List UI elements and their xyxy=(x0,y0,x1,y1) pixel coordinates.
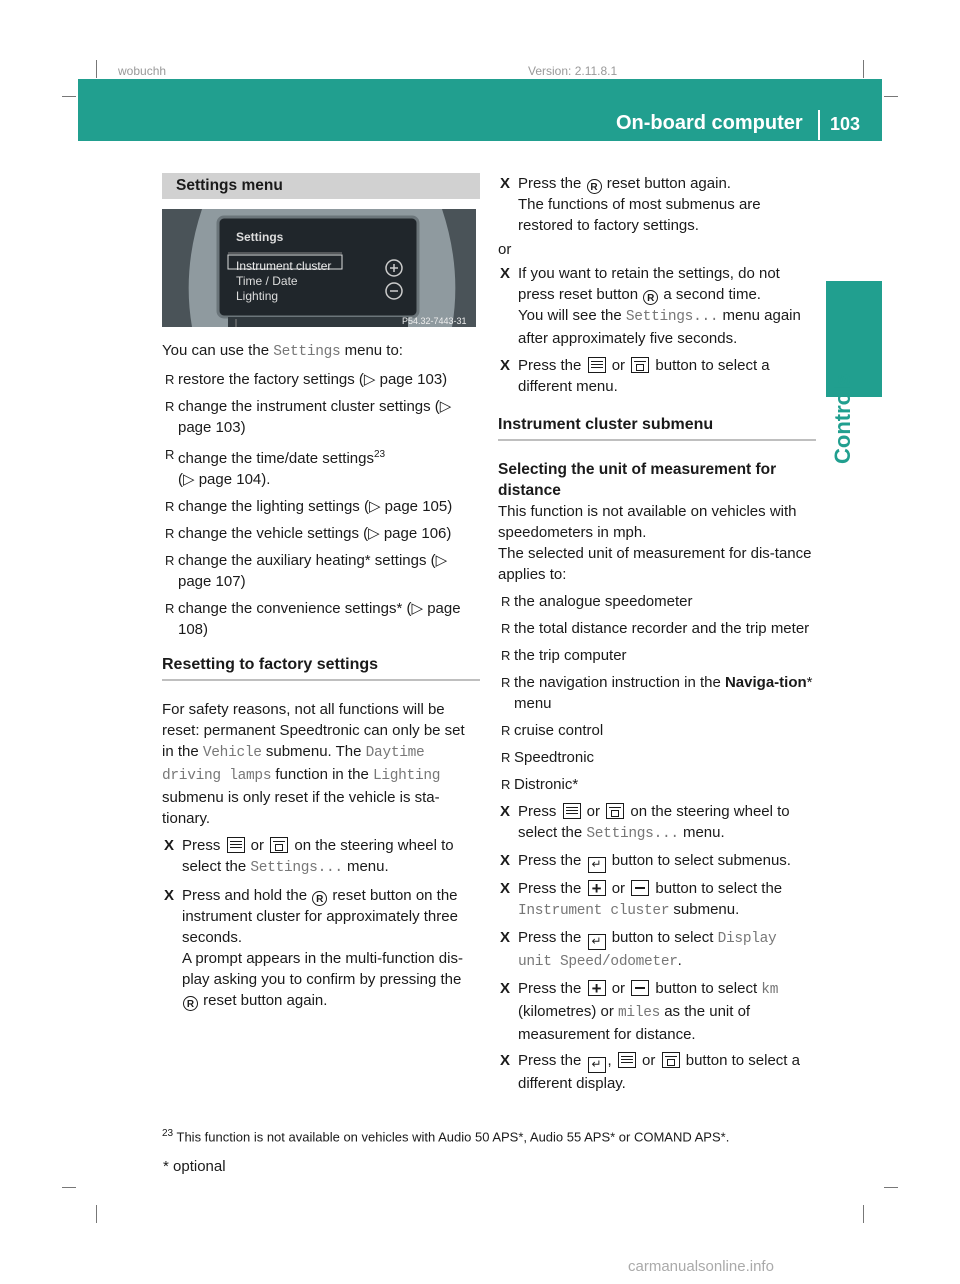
list-item: R change the vehicle settings (▷ page 106) xyxy=(165,525,452,542)
optional-note: * optional xyxy=(163,1158,226,1175)
cluster-step: X Press or on the steering wheel to select the Settings... menu. xyxy=(498,801,816,845)
intro-text: You can use the Settings menu to: xyxy=(162,342,403,360)
crop-mark xyxy=(884,96,898,97)
list-item: R change the convenience settings* (▷ page 108) xyxy=(165,600,461,638)
crop-mark xyxy=(863,1205,864,1223)
meta-left: wobuchh xyxy=(118,64,167,78)
figure-code: P54.32-7443-31 xyxy=(402,316,467,326)
list-item: R change the lighting settings (▷ page 105) xyxy=(165,498,453,515)
menu-forward-button-icon xyxy=(563,803,581,819)
settings-display-photo xyxy=(162,209,476,327)
list-item: R the trip computer xyxy=(501,647,627,664)
minus-button-icon xyxy=(631,980,649,996)
cluster-step: X Press the ↵ , or button to select a different display. xyxy=(498,1050,816,1094)
menu-back-button-icon xyxy=(270,837,288,853)
or-text: or xyxy=(498,241,512,258)
crop-mark xyxy=(62,96,76,97)
back-button-icon: ↵ xyxy=(588,934,606,950)
cluster-paragraph: The selected unit of measurement for dis-tance applies to: xyxy=(498,545,812,583)
unit-subheading: Selecting the unit of measurement for distance xyxy=(498,461,777,499)
settings-menu-heading: Settings menu xyxy=(162,173,480,199)
display-title: Settings xyxy=(236,230,284,244)
header-title: On-board computer xyxy=(616,112,803,134)
reset-button-icon: R xyxy=(312,891,327,906)
display-item-time-date: Time / Date xyxy=(236,274,298,288)
crop-mark xyxy=(884,1187,898,1188)
crop-mark xyxy=(96,1205,97,1223)
cluster-step: X Press the + or button to select km (kilometres) or miles as the unit of measurement for distance. xyxy=(498,978,816,1045)
reset-button-icon: R xyxy=(183,996,198,1011)
instrument-cluster-heading: Instrument cluster submenu xyxy=(498,414,816,441)
back-button-icon: ↵ xyxy=(588,857,606,873)
cluster-step: X Press the ↵ button to select Display unit Speed/odometer. xyxy=(498,927,816,973)
plus-button-icon xyxy=(588,880,606,896)
header-separator xyxy=(818,110,820,140)
reset-step: X If you want to retain the settings, do not press reset button R a second time. You will see the Settings... menu again after approximately five seconds. xyxy=(498,263,816,349)
right-column xyxy=(498,173,816,1094)
back-button-icon: ↵ xyxy=(588,1057,606,1073)
menu-forward-button-icon xyxy=(227,837,245,853)
menu-back-button-icon xyxy=(631,357,649,373)
reset-heading: Resetting to factory settings xyxy=(162,654,480,681)
menu-forward-button-icon xyxy=(588,357,606,373)
list-item: R change the time/date settings$^{23}$ (▷ page 104). xyxy=(165,447,386,488)
cluster-bullet-list xyxy=(498,591,816,795)
crop-mark xyxy=(62,1187,76,1188)
crop-mark xyxy=(96,60,97,78)
minus-button-icon xyxy=(631,880,649,896)
plus-button-icon xyxy=(588,980,606,996)
menu-back-button-icon xyxy=(606,803,624,819)
list-item: R restore the factory settings (▷ page 103) xyxy=(165,371,448,388)
list-item: R the analogue speedometer xyxy=(501,593,693,610)
reset-button-icon: R xyxy=(587,179,602,194)
footnote: $^{23}$ This function is not available on vehicles with Audio 50 APS*, Audio 55 APS* or COMAND APS*. xyxy=(162,1128,730,1145)
cluster-step: X Press the ↵ button to select submenus. xyxy=(498,850,816,873)
list-item: R the total distance recorder and the trip meter xyxy=(501,620,810,637)
list-item: R cruise control xyxy=(501,722,604,739)
list-item: R change the auxiliary heating* settings (▷ page 107) xyxy=(165,552,448,590)
list-item: R Speedtronic xyxy=(501,749,595,766)
reset-step: X Press the or button to select a different menu. xyxy=(498,355,816,397)
meta-right: Version: 2.11.8.1 xyxy=(528,64,618,78)
reset-paragraph: For safety reasons, not all functions will be reset: permanent Speedtronic can only be set in the Vehicle submenu. The Daytime driving lamps function in the Lighting submenu is only reset if the vehicle is sta-tionary. xyxy=(162,701,465,827)
menu-forward-button-icon xyxy=(618,1052,636,1068)
side-label: Controls xyxy=(830,373,855,464)
display-item-lighting: Lighting xyxy=(236,289,279,303)
reset-step: X Press or on the steering wheel to select the Settings... menu. xyxy=(162,835,480,879)
reset-button-icon: R xyxy=(643,290,658,305)
watermark: carmanualsonline.info xyxy=(628,1258,774,1275)
page-number: 103 xyxy=(830,114,861,134)
list-item: R Distronic* xyxy=(501,776,579,793)
reset-step: X Press the R reset button again. The functions of most submenus are restored to factory settings. xyxy=(498,173,816,236)
reset-step: X Press and hold the R reset button on the instrument cluster for approximately three seconds. A prompt appears in the multi-function dis-play asking you to confirm by pressing the R reset button again. xyxy=(162,885,480,1011)
display-item-instrument-cluster: Instrument cluster xyxy=(236,259,332,273)
cluster-paragraph: This function is not available on vehicles with speedometers in mph. xyxy=(498,503,797,541)
left-column xyxy=(162,173,480,1011)
cluster-step: X Press the + or button to select the Instrument cluster submenu. xyxy=(498,878,816,922)
list-item: R the navigation instruction in the Naviga-tion* menu xyxy=(501,674,813,712)
list-item: R change the instrument cluster settings (▷ page 103) xyxy=(165,398,452,436)
menu-back-button-icon xyxy=(662,1052,680,1068)
crop-mark xyxy=(863,60,864,78)
settings-bullet-list xyxy=(162,369,480,640)
